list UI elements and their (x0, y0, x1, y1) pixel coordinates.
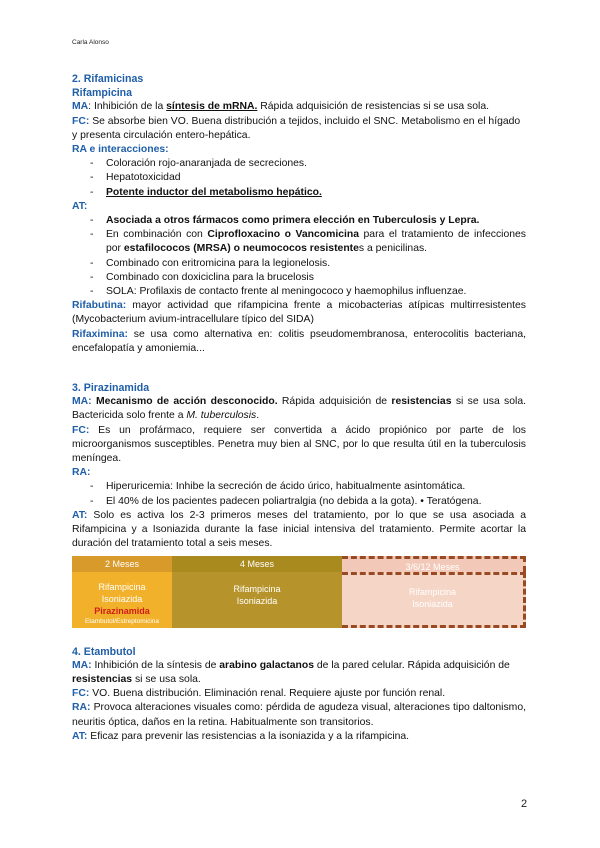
table-cell-initial-phase: Rifampicina Isoniazida Pirazinamida Etambutol/Estreptomicina (72, 572, 172, 628)
pirazinamida-fc: FC: Es un profármaco, requiere ser convertida a ácido propiónico por parte de los microorganismos susceptibles. Penetra muy bien al SNC, por lo que resulta útil en la tuberculosis meníngea. (72, 424, 526, 465)
subtitle-rifampicina: Rifampicina (72, 87, 133, 100)
list-item: - El 40% de los pacientes padecen poliartralgia (no debida a la gota). • Teratógena. (72, 495, 526, 509)
rifampicina-fc: FC: Se absorbe bien VO. Buena distribución a tejidos, incluido el SNC. Metabolismo en el hígado y presenta circulación entero-hepática. (72, 115, 521, 141)
treatment-duration-table (72, 556, 526, 628)
rifampicina-ra-label: RA e interacciones: (72, 144, 169, 156)
list-item: - Coloración rojo-anaranjada de secreciones. (72, 157, 526, 171)
rifaximina-paragraph: Rifaximina: se usa como alternativa en: colitis pseudomembranosa, enterocolitis bacteriana, encefalopatía y amoniemia... (72, 328, 526, 354)
section-title-etambutol: 4. Etambutol (72, 645, 136, 658)
list-item: - Potente inductor del metabolismo hepático. (72, 186, 526, 200)
section-title-pirazinamida: 3. Pirazinamida (72, 382, 150, 395)
rifampicina-at-label: AT: (72, 200, 88, 212)
pirazinamida-ra-list (72, 480, 526, 508)
list-item: - Hepatotoxicidad (72, 171, 526, 185)
table-cell-extended-phase: Rifampicina Isoniazida (342, 572, 526, 628)
rifampicina-ra-list (72, 157, 526, 200)
rifampicina-at-list (72, 214, 526, 299)
list-item: - En combinación con Ciprofloxacino o Vancomicina para el tratamiento de infecciones por estafilococos (MRSA) o neumococos resistentes a penicilinas. (72, 228, 526, 256)
page-content (72, 72, 526, 744)
table-header-3-6-12-meses: 3/6/12 Meses (342, 556, 526, 572)
pirazinamida-at: AT: Solo es activa los 2-3 primeros meses del tratamiento, por lo que se usa asociada a Rifampicina y a Isoniazida durante la fase inicial intensiva del tratamiento. Permite acortar la duración del tratamiento total a seis meses. (72, 509, 526, 550)
list-item: - Asociada a otros fármacos como primera elección en Tuberculosis y Lepra. (72, 214, 526, 228)
page-header-author: Carla Alonso (72, 39, 109, 46)
etambutol-fc: FC: VO. Buena distribución. Eliminación renal. Requiere ajuste por función renal. (72, 688, 446, 700)
etambutol-at: AT: Eficaz para prevenir las resistencias a la isoniazida y a la rifampicina. (72, 730, 410, 742)
rifampicina-ma: MA: Inhibición de la síntesis de mRNA. Rápida adquisición de resistencias si se usa sola. (72, 101, 489, 113)
table-header-4-meses: 4 Meses (172, 556, 342, 572)
etambutol-ma: MA: Inhibición de la síntesis de arabino galactanos de la pared celular. Rápida adquisición de resistencias si se usa sola. (72, 659, 510, 685)
section-title-rifamicinas: 2. Rifamicinas (72, 73, 144, 85)
rifabutina-paragraph: Rifabutina: mayor actividad que rifampicina frente a micobacterias atípicas multirresistentes (Mycobacterium avium-intracellulare típico del SIDA) (72, 300, 526, 326)
pirazinamida-ma: MA: Mecanismo de acción desconocido. Rápida adquisición de resistencias si se usa sola. Bactericida solo frente a M. tuberculosis. (72, 396, 527, 422)
list-item: - Hiperuricemia: Inhibe la secreción de ácido úrico, habitualmente asintomática. (72, 480, 526, 494)
etambutol-ra: RA: Provoca alteraciones visuales como: pérdida de agudeza visual, alteraciones tipo daltonismo, neuritis óptica, daños en la retina. Habitualmente son transitorios. (72, 702, 526, 728)
page-number: 2 (521, 798, 528, 810)
list-item: - Combinado con doxiciclina para la brucelosis (72, 271, 526, 285)
list-item: - SOLA: Profilaxis de contacto frente al meningococo y haemophilus influenzae. (72, 285, 526, 299)
list-item: - Combinado con eritromicina para la legionelosis. (72, 257, 526, 271)
pirazinamida-ra-label: RA: (72, 467, 91, 479)
table-header-2-meses: 2 Meses (72, 556, 172, 572)
table-cell-continuation-phase: Rifampicina Isoniazida (172, 572, 342, 628)
